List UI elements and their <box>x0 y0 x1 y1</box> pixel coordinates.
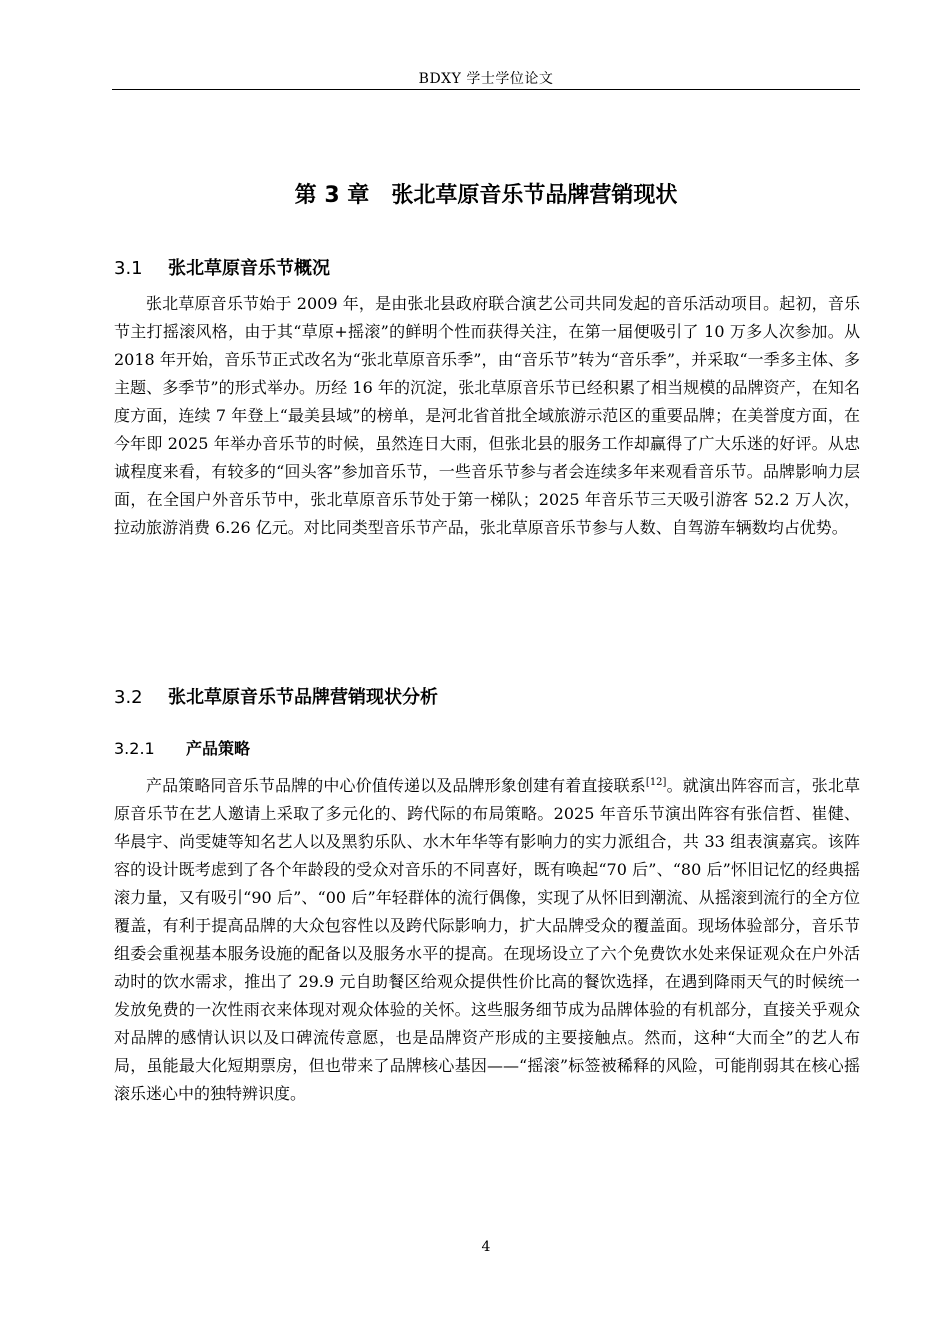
chapter-heading-text: 张北草原音乐节品牌营销现状 <box>391 183 678 208</box>
paragraph-text: 产品策略同音乐节品牌的中心价值传递以及品牌形象创建有着直接联系 <box>146 776 646 795</box>
section-heading-3-2 <box>114 683 438 709</box>
subsection-number: 3.2.1 <box>114 739 155 758</box>
section-title: 张北草原音乐节品牌营销现状分析 <box>168 687 438 708</box>
section-number: 3.1 <box>114 258 143 279</box>
paragraph-text: 。就演出阵容而言，张北草原音乐节在艺人邀请上采取了多元化的、跨代际的布局策略。2025 年音乐节演出阵容有张信哲、崔健、华晨宇、尚雯婕等知名艺人以及黑豹乐队、水木年华等有影响力的实力派组合，共 33 组表演嘉宾。该阵容的设计既考虑到了各个年龄段的受众对音乐的不同喜好，既有唤起“70 后”、“80 后”怀旧记忆的经典摇滚力量，又有吸引“90 后”、“00 后”年轻群体的流行偶像，实现了从怀旧到潮流、从摇滚到流行的全方位覆盖，有利于提高品牌的大众包容性以及跨代际影响力，扩大品牌受众的覆盖面。现场体验部分，音乐节组委会重视基本服务设施的配备以及服务水平的提高。在现场设立了六个免费饮水处来保证观众在户外活动时的饮水需求，推出了 29.9 元自助餐区给观众提供性价比高的餐饮选择，在遇到降雨天气的时候统一发放免费的一次性雨衣来体现对观众体验的关怀。这些服务细节成为品牌体验的有机部分，直接关乎观众对品牌的感情认识以及口碑流传意愿，也是品牌资产形成的主要接触点。然而，这种“大而全”的艺人布局，虽能最大化短期票房，但也带来了品牌核心基因——“摇滚”标签被稀释的风险，可能削弱其在核心摇滚乐迷心中的独特辨识度。 <box>114 776 860 1103</box>
chapter-number: 第 3 章 <box>294 183 370 208</box>
body-paragraph-product-strategy <box>114 772 860 1108</box>
citation-reference[interactable]: [12] <box>645 777 667 788</box>
running-header: BDXY 学士学位论文 <box>418 71 554 87</box>
section-title: 张北草原音乐节概况 <box>168 258 330 279</box>
chapter-title <box>112 178 860 209</box>
header-divider <box>112 89 860 90</box>
section-number: 3.2 <box>114 687 143 708</box>
subsection-title: 产品策略 <box>186 739 251 758</box>
body-paragraph-overview: 张北草原音乐节始于 2009 年，是由张北县政府联合演艺公司共同发起的音乐活动项目。起初，音乐节主打摇滚风格，由于其“草原+摇滚”的鲜明个性而获得关注，在第一届便吸引了 10 万多人次参加。从 2018 年开始，音乐节正式改名为“张北草原音乐季”，由“音乐节”转为“音乐季”，并采取“一季多主体、多主题、多季节”的形式举办。历经 16 年的沉淀，张北草原音乐节已经积累了相当规模的品牌资产，在知名度方面，连续 7 年登上“最美县域”的榜单，是河北省首批全域旅游示范区的重要品牌；在美誉度方面，在今年即 2025 年举办音乐节的时候，虽然连日大雨，但张北县的服务工作却赢得了广大乐迷的好评。从忠诚程度来看，有较多的“回头客”参加音乐节，一些音乐节参与者会连续多年来观看音乐节。品牌影响力层面，在全国户外音乐节中，张北草原音乐节处于第一梯队；2025 年音乐节三天吸引游客 52.2 万人次，拉动旅游消费 6.26 亿元。对比同类型音乐节产品，张北草原音乐节参与人数、自驾游车辆数均占优势。 <box>114 294 860 537</box>
page-number: 4 <box>481 1239 491 1255</box>
subsection-heading-3-2-1 <box>114 736 250 759</box>
section-heading-3-1 <box>114 254 330 280</box>
